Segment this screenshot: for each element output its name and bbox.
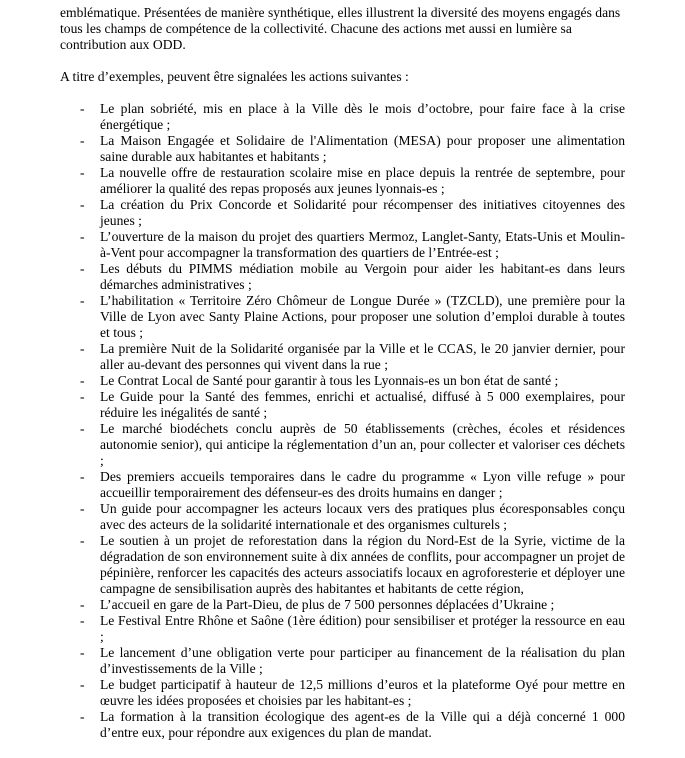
bullet-dash: - [80,229,85,244]
intro-paragraph: emblématique. Présentées de manière synthétique, elles illustrent la diversité des moyens engagés dans tous les champs de compétence de la collectivité. Chacune des actions met aussi en lumière sa contribution aux ODD. [60,5,621,52]
bullet-dash: - [80,133,85,148]
list-item [80,293,625,341]
list-item-text: L’accueil en gare de la Part-Dieu, de plus de 7 500 personnes déplacées d’Ukraine ; [100,597,555,612]
list-item [80,101,625,133]
list-item-text: La nouvelle offre de restauration scolaire mise en place depuis la rentrée de septembre, pour améliorer la qualité des repas proposés aux jeunes lyonnais-es ; [100,165,625,196]
actions-list [80,101,625,741]
list-item [80,469,625,501]
list-item-text: Des premiers accueils temporaires dans le cadre du programme « Lyon ville refuge » pour accueillir temporairement des défenseur-es des droits humains en danger ; [100,469,625,500]
list-item-text: Le plan sobriété, mis en place à la Ville dès le mois d’octobre, pour faire face à la crise énergétique ; [100,101,625,132]
bullet-dash: - [80,677,85,692]
bullet-dash: - [80,165,85,180]
list-item [80,613,625,645]
bullet-dash: - [80,197,85,212]
bullet-dash: - [80,373,85,388]
list-item [80,133,625,165]
list-item [80,261,625,293]
bullet-dash: - [80,261,85,276]
list-item [80,421,625,469]
list-item [80,501,625,533]
list-item-text: Les débuts du PIMMS médiation mobile au Vergoin pour aider les habitant-es dans leurs démarches administratives ; [100,261,625,292]
list-item-text: La première Nuit de la Solidarité organisée par la Ville et le CCAS, le 20 janvier dernier, pour aller au-devant des personnes qui vivent dans la rue ; [100,341,625,372]
list-item [80,229,625,261]
bullet-dash: - [80,533,85,548]
list-item-text: Le marché biodéchets conclu auprès de 50 établissements (crèches, écoles et résidences autonomie senior), qui anticipe la réglementation d’un an, pour collecter et valoriser ces déchets ; [100,421,625,468]
list-item-text: Le soutien à un projet de reforestation dans la région du Nord-Est de la Syrie, victime de la dégradation de son environnement suite à dix années de conflits, pour accompagner un projet de pépinière, renforcer les capacités des acteurs associatifs locaux en agroforesterie et déployer une campagne de sensibilisation auprès des habitantes et habitants de cette région, [100,533,625,596]
list-item [80,197,625,229]
bullet-dash: - [80,501,85,516]
bullet-dash: - [80,341,85,356]
list-item [80,677,625,709]
lead-sentence: A titre d’exemples, peuvent être signalées les actions suivantes : [60,69,409,84]
list-item [80,533,625,597]
list-item-text: La Maison Engagée et Solidaire de l'Alimentation (MESA) pour proposer une alimentation saine durable aux habitantes et habitants ; [100,133,625,164]
list-item [80,709,625,741]
list-item [80,341,625,373]
bullet-dash: - [80,293,85,308]
list-item-text: Le Guide pour la Santé des femmes, enrichi et actualisé, diffusé à 5 000 exemplaires, pour réduire les inégalités de santé ; [100,389,625,420]
list-item-text: La formation à la transition écologique des agent-es de la Ville qui a déjà concerné 1 000 d’entre eux, pour répondre aux exigences du plan de mandat. [100,709,625,740]
list-item [80,373,625,389]
list-item [80,165,625,197]
bullet-dash: - [80,597,85,612]
list-item [80,597,625,613]
bullet-dash: - [80,389,85,404]
bullet-dash: - [80,645,85,660]
list-item [80,389,625,421]
list-item-text: Le Contrat Local de Santé pour garantir à tous les Lyonnais-es un bon état de santé ; [100,373,559,388]
list-item-text: Un guide pour accompagner les acteurs locaux vers des pratiques plus écoresponsables conçu avec des acteurs de la solidarité internationale et des organismes culturels ; [100,501,625,532]
list-item-text: Le budget participatif à hauteur de 12,5 millions d’euros et la plateforme Oyé pour mettre en œuvre les idées proposées et choisies par les habitant-es ; [100,677,625,708]
list-item-text: La création du Prix Concorde et Solidarité pour récompenser des initiatives citoyennes des jeunes ; [100,197,625,228]
bullet-dash: - [80,709,85,724]
list-item-text: L’ouverture de la maison du projet des quartiers Mermoz, Langlet-Santy, Etats-Unis et Moulin-à-Vent pour accompagner la transformation des quartiers de l’Entrée-est ; [100,229,625,260]
list-item-text: Le lancement d’une obligation verte pour participer au financement de la réalisation du plan d’investissements de la Ville ; [100,645,625,676]
bullet-dash: - [80,101,85,116]
bullet-dash: - [80,613,85,628]
list-item [80,645,625,677]
bullet-dash: - [80,469,85,484]
list-item-text: Le Festival Entre Rhône et Saône (1ère édition) pour sensibiliser et protéger la ressource en eau ; [100,613,625,644]
list-item-text: L’habilitation « Territoire Zéro Chômeur de Longue Durée » (TZCLD), une première pour la Ville de Lyon avec Santy Plaine Actions, pour proposer une solution d’emploi durable à toutes et tous ; [100,293,625,340]
bullet-dash: - [80,421,85,436]
